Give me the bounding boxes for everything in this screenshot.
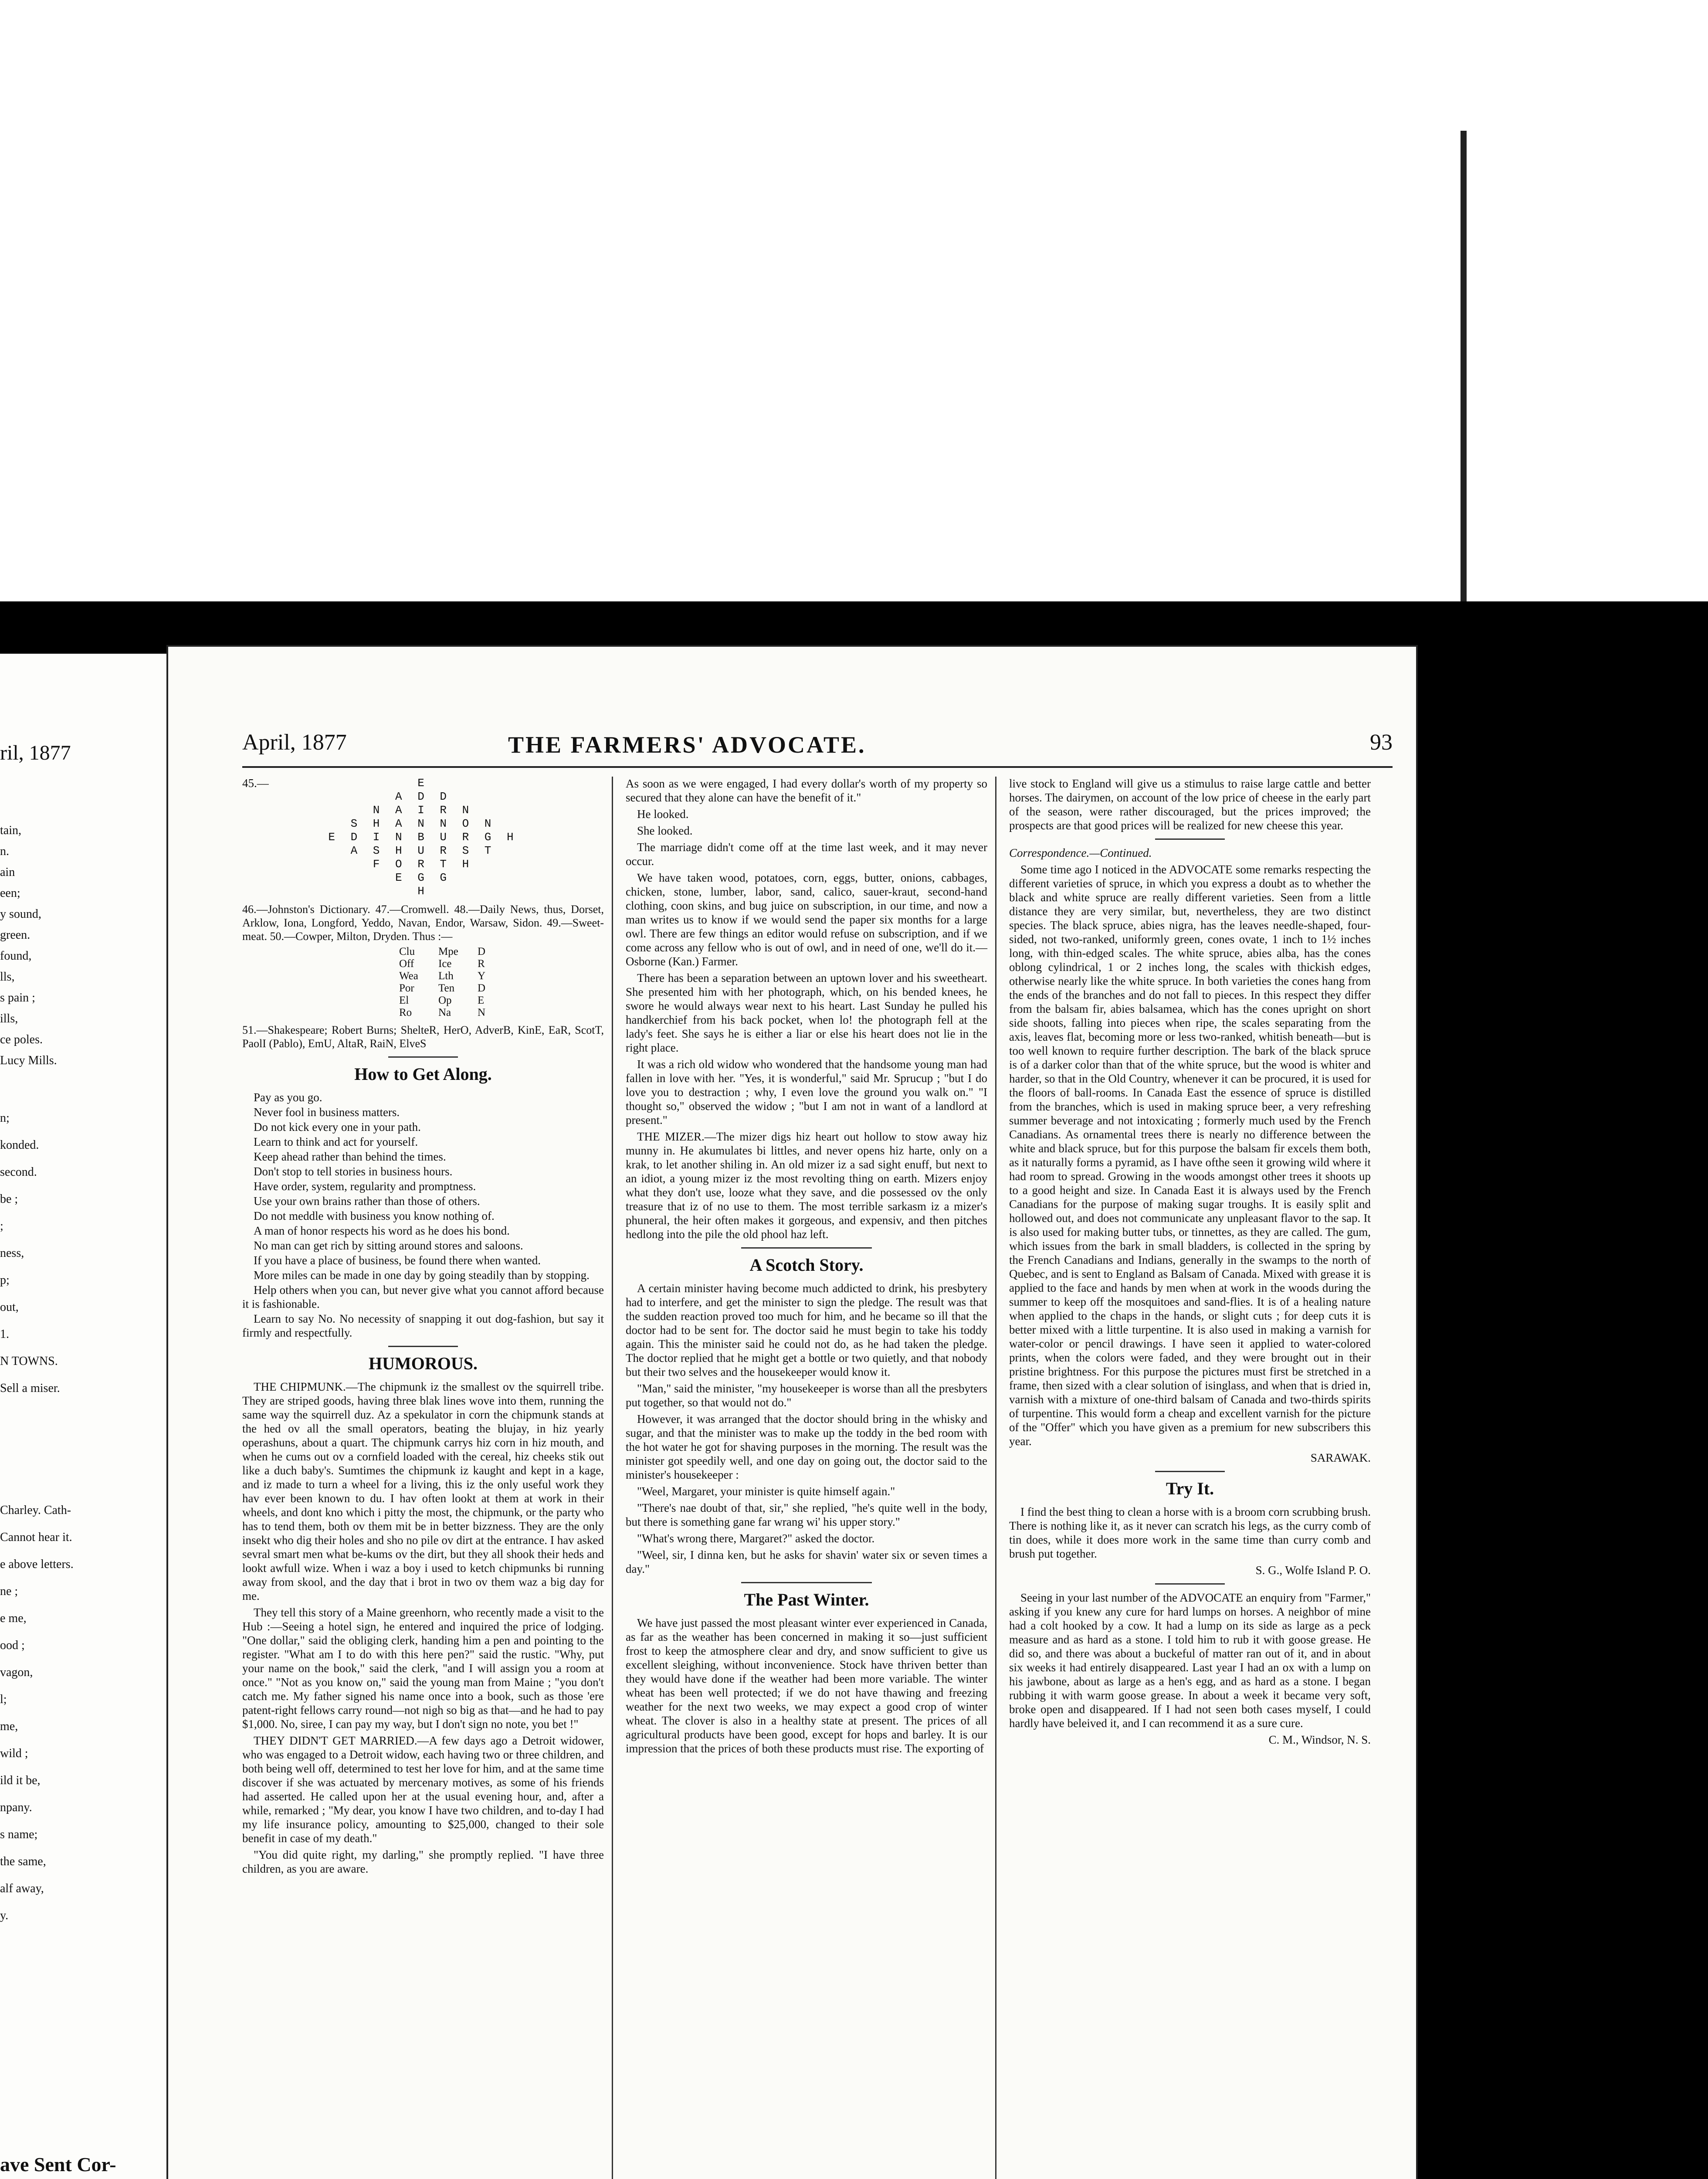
- scotch-story-title: A Scotch Story.: [749, 1255, 864, 1275]
- chipmunk-article: THE CHIPMUNK.—The chipmunk iz the smallest ov the squirrell tribe. They are striped goods, having three blak lines wove into them, running the same way the squirrell duz. Az a spekulator in corn the chipmunk stands at the hed ov all the small operators, beating the blujay, in hiz yearly operashuns, about a quart. The chipmunk carrys hiz corn in hiz mouth, and when he cums out ov a cornfield loaded with the cereal, hiz cheeks stik out like a duch baby's. Sumtimes the chipmunk iz kaught and kept in a kage, and iz made to turn a wheel for a living, this iz the only useful work they hav ever been known to du. I hav often lookt at them at work in their wheels, and dont kno which i pitty the most, the chipmunk, or the party who has to tend them, both ov them mit be in better bizzness. They are the only insekt who dig their holes and sho no pile ov dirt at the entrance. I hav asked sevral smart men what be-kums ov the dirt, but they all shook their heds and lookt awfull wize. When i waz a boy i used to ketch chipmunks bi running away from skool, and the day that i brot in two ov them waz a big day for me.: [242, 1380, 604, 1602]
- answers-46-50: 46.—Johnston's Dictionary. 47.—Cromwell. 48.—Daily News, thus, Dorset, Arklow, Iona, Longford, Yeddo, Navan, Endor, Warsaw, Sidon. 49.—Sweet-meat. 50.—Cowper, Milton, Dryden. Thus :—: [242, 903, 604, 943]
- spruce-letter: Some time ago I noticed in the ADVOCATE some remarks respecting the different varieties of spruce, in which you express a doubt as to whether the black and white spruce are really different varieties. Seen from a little distance they are very similar, but, nevertheless, they are two distinct species. The black spruce, abies nigra, has the leaves needle-shaped, four-sided, not two-ranked, uniformly green, cones ovate, 1 inch to 1½ inches long, with thin-edged scales. The white spruce, abies alba, has the cones oblong cylindrical, 1 or 2 inches long, the scales with thickish edges, otherwise nearly like the white spruce. In both varieties the cones hang from the ends of the branches and do not fall to pieces. In this respect they differ from the balsam fir, abies balsamea, which has the cones upright on short side shoots, falling into pieces when ripe, the scales separating from the axis, leaves flat, becoming more or less two-ranked, whitish beneath—but is too well known to require further description. The bark of the black spruce is of a darker color than that of the white spruce, but the wood is whiter and harder, so that in the Old Country, whenever it can be procured, it is used for the floors of ball-rooms. In Canada East the essence of spruce is distilled from the branches, which is used in making spruce beer, a very refreshing summer beverage and not intoxicating ; formerly much used by the French Canadians. As ornamental trees there is nearly no difference between the white and black spruce, but for this purpose the balsam fir excels them both, as it naturally forms a pyramid, as I have ofthe seen it growing wild where it had room to spread. Growing in the woods amongst other trees it shoots up to a good height and size. In Canada East it is always used by the French Canadians for the purpose of making sugar troughs. It is easily split and hollowed out, and does not communicate any unpleasant flavor to the sap. It is also used for making butter tubs, or tinnettes, as they are called. The gum, which issues from the bark in small bladders, is collected in the spring by the French Canadians and Indians, generally in the swamps to the north of Quebec, and is sent to England as Balsam of Canada. Mixed with grease it is applied to the face and hands by men when at work in the woods during the summer to keep off the mosquitoes and sand-flies. It is of a healing nature when applied to the chaps in the hands, or slight cuts ; for deep cuts it is better mixed with a little turpentine. It is also used in making a varnish for water-color or pencil drawings. I have seen it applied to water-colored prints, when the colors were faded, and they were brought out in their pristine brightness. For this purpose the pictures must first be stretched in a frame, then sized with a clear solution of isinglass, and when that is dried in, varnish with a mixture of one-third balsam of Canada and two-thirds spirits of turpentine. This would form a cheap and excellent varnish for the picture of the "Offer" which you have given as a premium for new subscribers this year.: [1009, 863, 1371, 1448]
- scan-margin-top: [0, 0, 1708, 601]
- signature-wolfe-island: S. G., Wolfe Island P. O.: [1255, 1564, 1371, 1577]
- how-to-get-along-title: How to Get Along.: [354, 1064, 492, 1084]
- answer-table-cell: Off: [399, 958, 414, 970]
- maxim-line: Learn to think and act for yourself.: [254, 1135, 418, 1148]
- scotch-paragraph: "Man," said the minister, "my housekeeper is worse than all the presbyters put together, so that would not do.": [626, 1382, 987, 1409]
- previous-page-heading: ave Sent Cor-: [0, 2153, 116, 2176]
- previous-page-line: p;: [0, 1273, 10, 1287]
- previous-page-line: alf away,: [0, 1882, 44, 1895]
- answer-table-cell: El: [399, 994, 409, 1006]
- past-winter-article: We have just passed the most pleasant winter ever experienced in Canada, as far as the weather has been concerned in making it so—just sufficient frost to keep the atmosphere clear and dry, and snow sufficient to give us excellent sleighing, without inconvenience. Stock have thriven better than they would have done if the weather had been more variable. The winter wheat has been well protected; if we do not have thawing and freezing weather for the next two weeks, we may expect a good crop of winter wheat. The clover is also in a healthy state at present. The prices of all agricultural products have been good, except for hops and barley. It is our impression that the prices of both these products must rise. The exporting of: [626, 1616, 987, 1755]
- column-rule: [612, 777, 613, 2179]
- answer-table-cell: Ice: [438, 958, 452, 970]
- binding-edge: [1461, 131, 1467, 610]
- maxim-line: More miles can be made in one day by going steadily than by stopping.: [254, 1269, 590, 1282]
- maxim-line: Use your own brains rather than those of others.: [254, 1195, 480, 1208]
- puzzle-row: E D I N B U R G H: [328, 831, 518, 844]
- previous-page-line: ne ;: [0, 1585, 18, 1598]
- previous-page-line: ness,: [0, 1246, 24, 1260]
- puzzle-grid: [242, 777, 604, 898]
- column-1: [242, 777, 604, 1878]
- maxim-line: A man of honor respects his word as he does his bond.: [254, 1224, 510, 1237]
- previous-page-line: Charley. Cath-: [0, 1504, 71, 1517]
- puzzle-row: N A I R N: [373, 804, 474, 817]
- previous-page-line: een;: [0, 886, 20, 900]
- subscription-article: We have taken wood, potatoes, corn, eggs, butter, onions, cabbages, chicken, stone, lumber, labor, sand, calico, sauer-kraut, second-hand clothing, coon skins, and bug juice on subscription, in our time, and now a man writes us to know if we would send the paper six months for a large owl. There are few things an editor would refuse on subscription, and if we come across any fellow who is out of owl, and in need of one, we'll do it.—Osborne (Kan.) Farmer.: [626, 871, 987, 968]
- answer-table-cell: D: [478, 946, 486, 957]
- correspondence-heading: Correspondence.—Continued.: [1009, 846, 1152, 859]
- puzzle-row: S H A N N O N: [350, 817, 496, 830]
- answer-table-row: [399, 1007, 604, 1019]
- photograph-article: There has been a separation between an uptown lover and his sweetheart. She presented him with her photograph, which, on his bended knees, he swore he would always wear next to his heart. Last Sunday he pulled his handkerchief from his back pocket, when lo! the photograph fell at the lady's feet. She says he is either a liar or else his heart does not lie in the right place.: [626, 971, 987, 1054]
- puzzle-row: A D D: [395, 790, 451, 803]
- previous-page-line: tain,: [0, 824, 21, 837]
- previous-page-header: ril, 1877: [0, 741, 71, 764]
- maxim-line: Learn to say No. No necessity of snapping it out dog-fashion, but say it firmly and respectfully.: [242, 1312, 604, 1339]
- signature-sarawak: SARAWAK.: [1310, 1451, 1371, 1464]
- separator: [1155, 838, 1225, 840]
- how-to-get-along-list: [242, 1090, 604, 1340]
- previous-page-line: ;: [0, 1219, 3, 1233]
- previous-page-line: ild it be,: [0, 1774, 41, 1787]
- scan-margin-right: [1438, 601, 1708, 2179]
- previous-page-line: l;: [0, 1693, 7, 1706]
- goose-grease-letter: Seeing in your last number of the ADVOCATE an enquiry from "Farmer," asking if you knew any cure for hard lumps on horses. A neighbor of mine had a colt hooked by a cow. It had a lump on its side as large as a peck measure and as hard as a stone. I told him to rub it with goose grease. He did so, and there was about a buckeful of matter ran out of it, and in about six weeks it had entirely disappeared. Last year I had an ox with a lump on his jawbone, about as large as a hen's egg, and as hard as a stone. I began rubbing it with warm goose grease. In about a week it became very soft, broke open and disappeared. If I had not seen both cases myself, I could hardly have beleived it, and I can recommend it as a sure cure.: [1009, 1591, 1371, 1730]
- page-content: [242, 730, 1393, 2179]
- try-it-article: I find the best thing to clean a horse with is a broom corn scrubbing brush. There is nothing like it, as it never can scratch his legs, as the curry comb of tin does, while it does more work in the same time than curry comb and brush put together.: [1009, 1505, 1371, 1560]
- answer-table-cell: Wea: [399, 970, 418, 982]
- masthead: [242, 730, 1393, 760]
- previous-page-line: y.: [0, 1909, 9, 1922]
- answer-table-row: [399, 970, 604, 982]
- previous-page-line: y sound,: [0, 907, 41, 921]
- winter-continuation: live stock to England will give us a stimulus to raise large cattle and better horses. The dairymen, on account of the low price of cheese in the early part of the season, were rather discouraged, but the prices improved; the prospects are that good prices will be realized for new cheese this year.: [1009, 777, 1371, 832]
- answer-table-cell: Clu: [399, 946, 415, 957]
- previous-page-line: s name;: [0, 1828, 38, 1841]
- answer-table-cell: Por: [399, 982, 414, 994]
- humorous-title: HUMOROUS.: [369, 1354, 478, 1373]
- previous-page-line: konded.: [0, 1138, 39, 1152]
- previous-page-line: e me,: [0, 1612, 27, 1625]
- answer-51: 51.—Shakespeare; Robert Burns; SheltеR, HerO, AdverB, KinE, EaR, ScotT, PaolI (Pablo), EmU, AltaR, RaiN, ElveS: [242, 1024, 604, 1050]
- previous-page-line: N TOWNS.: [0, 1354, 58, 1368]
- previous-page-line: ain: [0, 865, 15, 879]
- maxim-line: Have order, system, regularity and promptness.: [254, 1180, 476, 1193]
- past-winter-title: The Past Winter.: [744, 1590, 869, 1609]
- previous-page-line: found,: [0, 949, 32, 963]
- puzzle-row: A S H U R S T: [350, 844, 496, 857]
- previous-page-line: n.: [0, 845, 9, 858]
- marriage-outcome: The marriage didn't come off at the time last week, and it may never occur.: [626, 841, 987, 868]
- answer-table-row: [399, 958, 604, 970]
- previous-page-line: n;: [0, 1111, 10, 1125]
- previous-page-line: Sell a miser.: [0, 1381, 60, 1395]
- answer-table-cell: Op: [438, 994, 452, 1006]
- separator: [388, 1056, 458, 1058]
- previous-page-line: ills,: [0, 1012, 18, 1025]
- widow-article: It was a rich old widow who wondered that the handsome young man had fallen in love with her. "Yes, it is wonderful," said Mr. Sprucup ; "but I do love you to destraction ; why, I even love the ground you walk on." "I thought so," observed the widow ; "but I am not in want of a landlord at present.": [626, 1058, 987, 1127]
- previous-page-line: Cannot hear it.: [0, 1531, 72, 1544]
- answer-table-cell: Y: [478, 970, 486, 982]
- previous-page-line: wild ;: [0, 1747, 28, 1760]
- puzzle-row: E G G: [395, 871, 451, 884]
- married-continuation: As soon as we were engaged, I had every dollar's worth of my property so secured that they alone can have the benefit of it.": [626, 777, 987, 804]
- maxim-line: Do not kick every one in your path.: [254, 1120, 421, 1134]
- masthead-date: April, 1877: [242, 730, 347, 755]
- masthead-title: THE FARMERS' ADVOCATE.: [508, 732, 866, 758]
- answer-table: [399, 946, 604, 1019]
- previous-page-line: the same,: [0, 1855, 46, 1868]
- previous-page-line: vagon,: [0, 1666, 33, 1679]
- previous-page-line: npany.: [0, 1801, 32, 1814]
- puzzle-45: [242, 777, 604, 898]
- separator: [1155, 1583, 1225, 1585]
- previous-page-line: e above letters.: [0, 1558, 74, 1571]
- previous-page-line: Lucy Mills.: [0, 1054, 57, 1067]
- puzzle-row: E: [417, 777, 429, 790]
- answer-table-cell: Ten: [438, 982, 455, 994]
- try-it-title: Try It.: [1166, 1479, 1214, 1498]
- previous-page-fragment: [0, 654, 166, 2179]
- scotch-paragraph: A certain minister having become much addicted to drink, his presbytery had to interfere, and get the minister to sign the pledge. The result was that the sudden reaction proved too much for him, and he became so ill that the doctor had to be sent for. The doctor said he must begin to take his toddy again. This the minister said he could not do, as he had taken the pledge. The doctor replied that he might get a bottle or two quietly, and that nobody but their two selves and the housekeeper would know it.: [626, 1282, 987, 1378]
- scotch-paragraph: However, it was arranged that the doctor should bring in the whisky and sugar, and that the minister was to make up the toddy in the bed room with the hot water he got for shaving purposes in the morning. The result was the minister got speedily well, and one day on going out, the doctor said to the minister's housekeeper :: [626, 1412, 987, 1481]
- greenhorn-article: They tell this story of a Maine greenhorn, who recently made a visit to the Hub :—Seeing a hotel sign, he entered and inquired the price of lodging. "One dollar," said the obliging clerk, handing him a pen and pointing to the register. "What am I to do with this here pen?" said the rustic. "Why, put your name on the book," said the clerk, "and I will assign you a room at once." "Not as you know on," said the young man from Maine ; "you don't catch me. My father signed his name once into a book, such as those 'ere patent-right fellows carry round—not nigh so big as that—and he had to pay $1,000. No, siree, I can pay my way, but I don't sign no note, you bet !": [242, 1606, 604, 1731]
- puzzle-row: F O R T H: [373, 858, 474, 871]
- scotch-paragraph: "There's nae doubt of that, sir," she replied, "he's quite well in the body, but there is something gane far wrang wi' his upper story.": [626, 1501, 987, 1528]
- answer-table-cell: R: [478, 958, 485, 970]
- separator: [741, 1247, 872, 1249]
- answer-table-cell: Na: [438, 1007, 451, 1018]
- maxim-line: Keep ahead rather than behind the times.: [254, 1150, 446, 1163]
- scotch-paragraph: "Weel, Margaret, your minister is quite himself again.": [637, 1485, 895, 1498]
- maxim-line: Do not meddle with business you know nothing of.: [254, 1209, 495, 1222]
- previous-page-line: ood ;: [0, 1639, 25, 1652]
- separator: [1155, 1471, 1225, 1472]
- answer-table-row: [399, 946, 604, 958]
- puzzle-number: 45.—: [242, 777, 269, 790]
- previous-page-line: be ;: [0, 1192, 18, 1206]
- column-rule: [995, 777, 996, 2179]
- puzzle-row: H: [417, 885, 429, 898]
- scotch-paragraph: "What's wrong there, Margaret?" asked the doctor.: [637, 1532, 875, 1545]
- previous-page-line: green.: [0, 928, 30, 942]
- maxim-line: Help others when you can, but never give what you cannot afford because it is fashionable.: [242, 1283, 604, 1310]
- married-article-continued: "You did quite right, my darling," she promptly replied. "I have three children, as you are aware.: [242, 1848, 604, 1875]
- answer-table-cell: Mpe: [438, 946, 458, 957]
- answer-table-row: [399, 982, 604, 994]
- answer-table-row: [399, 994, 604, 1007]
- he-looked: He looked.: [637, 808, 689, 821]
- answer-table-cell: N: [478, 1007, 486, 1018]
- previous-page-line: me,: [0, 1720, 18, 1733]
- previous-page-line: ce poles.: [0, 1033, 43, 1046]
- separator: [741, 1582, 872, 1583]
- previous-page-line: second.: [0, 1165, 37, 1179]
- signature-windsor: C. M., Windsor, N. S.: [1268, 1733, 1371, 1746]
- masthead-rule: [242, 766, 1393, 768]
- she-looked: She looked.: [637, 824, 693, 837]
- previous-page-line: out,: [0, 1300, 19, 1314]
- page-number: 93: [1370, 730, 1393, 755]
- answer-table-cell: E: [478, 994, 485, 1006]
- mizer-article: THE MIZER.—The mizer digs hiz heart out hollow to stow away hiz munny in. He akumulates bi littles, and never opens hiz harte, only on a krak, to let another shiling in. An old mizer iz a sad sight enuff, but next to an idiot, a young mizer iz the most revolting thing on earth. Mizers enjoy what they don't use, looze what they save, and die possessed ov the only treasure that iz of no use to them. The most terrible sarkasm iz a mizer's phuneral, the heir often makes it gorgeous, and expensiv, and then pitches hedlong into the pile the old phool haz left.: [626, 1130, 987, 1241]
- answer-table-cell: Ro: [399, 1007, 412, 1018]
- maxim-line: Don't stop to tell stories in business hours.: [254, 1165, 453, 1178]
- married-article: THEY DIDN'T GET MARRIED.—A few days ago a Detroit widower, who was engaged to a Detroit widow, each having two or three children, and both being well off, determined to test her love for him, and at the same time discover if she was actuated by mercenary motives, as some of his friends had asserted. He called upon her at the usual evening hour, and, after a while, remarked ; "My dear, you know I have two children, and to-day I had my life insurance policy, amounting to $25,000, changed to their sole benefit in case of my death.": [242, 1734, 604, 1845]
- previous-page-line: 1.: [0, 1327, 9, 1341]
- maxim-line: Pay as you go.: [254, 1091, 322, 1104]
- maxim-line: No man can get rich by sitting around stores and saloons.: [254, 1239, 523, 1252]
- maxim-line: Never fool in business matters.: [254, 1106, 400, 1119]
- answer-table-cell: Lth: [438, 970, 454, 982]
- column-2: [626, 777, 987, 1758]
- scotch-paragraph: "Weel, sir, I dinna ken, but he asks for shavin' water six or seven times a day.": [626, 1548, 987, 1575]
- previous-page-line: lls,: [0, 970, 15, 984]
- maxim-line: If you have a place of business, be found there when wanted.: [254, 1254, 541, 1267]
- newspaper-page: [166, 645, 1418, 2179]
- previous-page-line: s pain ;: [0, 991, 35, 1005]
- answer-table-cell: D: [478, 982, 486, 994]
- column-3: [1009, 777, 1371, 1749]
- separator: [388, 1346, 458, 1347]
